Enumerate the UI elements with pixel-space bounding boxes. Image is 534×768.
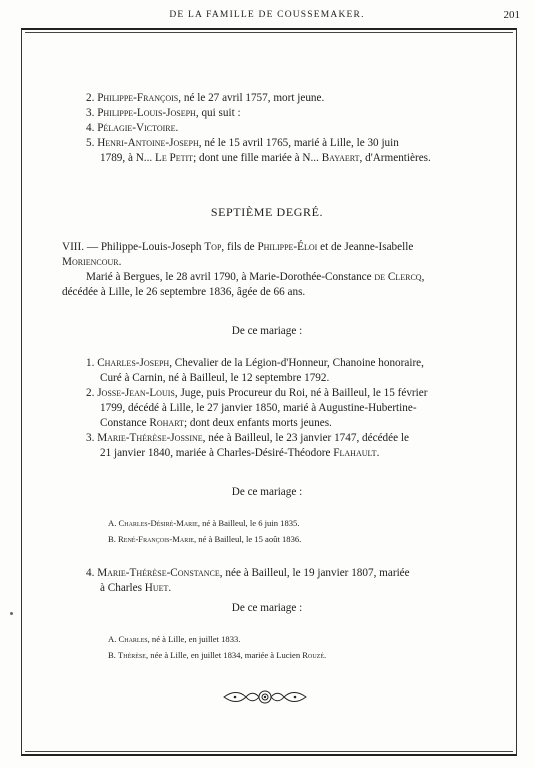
degree-line-1: VIII. — Philippe-Louis-Joseph Top, fils de Philippe-Éloi et de Jeanne-Isabelle: [62, 241, 414, 253]
grandchild-item: A. Charles-Désiré-Marie, né à Bailleul, le 6 juin 1835.: [108, 518, 300, 528]
degree-line-4: décédée à Lille, le 26 septembre 1836, âgée de 66 ans.: [62, 286, 306, 298]
grandchild-item: B. René-François-Marie, né à Bailleul, le 15 août 1836.: [108, 534, 302, 544]
marriage-heading: De ce mariage :: [231, 325, 303, 337]
grandchild-item: A. Charles, né à Lille, en juillet 1833.: [108, 634, 241, 644]
person-name: Thérèse: [118, 650, 146, 660]
person-name: Charles-Désiré-Marie: [118, 518, 198, 528]
page-number: 201: [503, 9, 520, 21]
person-name: Philippe-Louis-Joseph: [97, 107, 196, 119]
person-name: Marie-Thérèse-Constance: [97, 567, 220, 579]
person-name: Pélagie-Victoire: [97, 122, 176, 134]
list-item: 4. Pélagie-Victoire.: [86, 122, 179, 134]
person-name: Charles: [118, 634, 148, 644]
grandchild-item: B. Thérèse, née à Lille, en juillet 1834, mariée à Lucien Rouzé.: [108, 650, 327, 660]
child-item: 4. Marie-Thérèse-Constance, née à Bailleul, le 19 janvier 1807, mariée: [86, 567, 410, 579]
marriage-heading: De ce mariage :: [231, 486, 303, 498]
child-item-continuation: Constance Rohart; dont deux enfants morts jeunes.: [100, 417, 332, 429]
person-name: René-François-Marie: [118, 534, 194, 544]
child-item: 2. Josse-Jean-Louis, Juge, puis Procureur du Roi, né à Bailleul, le 15 février: [86, 387, 428, 399]
person-name: Henri-Antoine-Joseph: [97, 137, 199, 149]
person-name: Marie-Thérèse-Jossine: [97, 432, 203, 444]
marriage-heading: De ce mariage :: [231, 602, 303, 614]
degree-line-3: Marié à Bergues, le 28 avril 1790, à Marie-Dorothée-Constance de Clercq,: [86, 271, 425, 283]
child-item: 3. Marie-Thérèse-Jossine, née à Bailleul, le 23 janvier 1747, décédée le: [86, 432, 409, 444]
list-item: 3. Philippe-Louis-Joseph, qui suit :: [86, 107, 241, 119]
person-name: Josse-Jean-Louis: [97, 387, 175, 399]
list-item: 5. Henri-Antoine-Joseph, né le 15 avril 1765, marié à Lille, le 30 juin: [86, 137, 399, 149]
degree-line-2: Moriencour.: [62, 256, 122, 268]
list-item: 2. Philippe-François, né le 27 avril 1757, mort jeune.: [86, 92, 325, 104]
child-item-continuation: Curé à Carnin, né à Bailleul, le 12 septembre 1792.: [100, 372, 330, 384]
child-item-continuation: 1799, décédé à Lille, le 27 janvier 1850, marié à Augustine-Hubertine-: [100, 402, 417, 414]
child-item: 1. Charles-Joseph, Chevalier de la Légion-d'Honneur, Chanoine honoraire,: [86, 357, 424, 369]
child-item-continuation: 21 janvier 1840, mariée à Charles-Désiré-Théodore Flahault.: [100, 447, 380, 459]
list-item-continuation: 1789, à N... Le Petit; dont une fille mariée à N... Bayaert, d'Armentières.: [100, 152, 431, 164]
section-title: SEPTIÈME DEGRÉ.: [210, 205, 324, 219]
decorative-ornament-icon: [222, 688, 308, 706]
person-name: Charles-Joseph: [97, 357, 170, 369]
running-head: DE LA FAMILLE DE COUSSEMAKER.: [169, 10, 365, 20]
child-item-continuation: à Charles Huet.: [100, 582, 172, 594]
person-name: Philippe-François: [97, 92, 179, 104]
